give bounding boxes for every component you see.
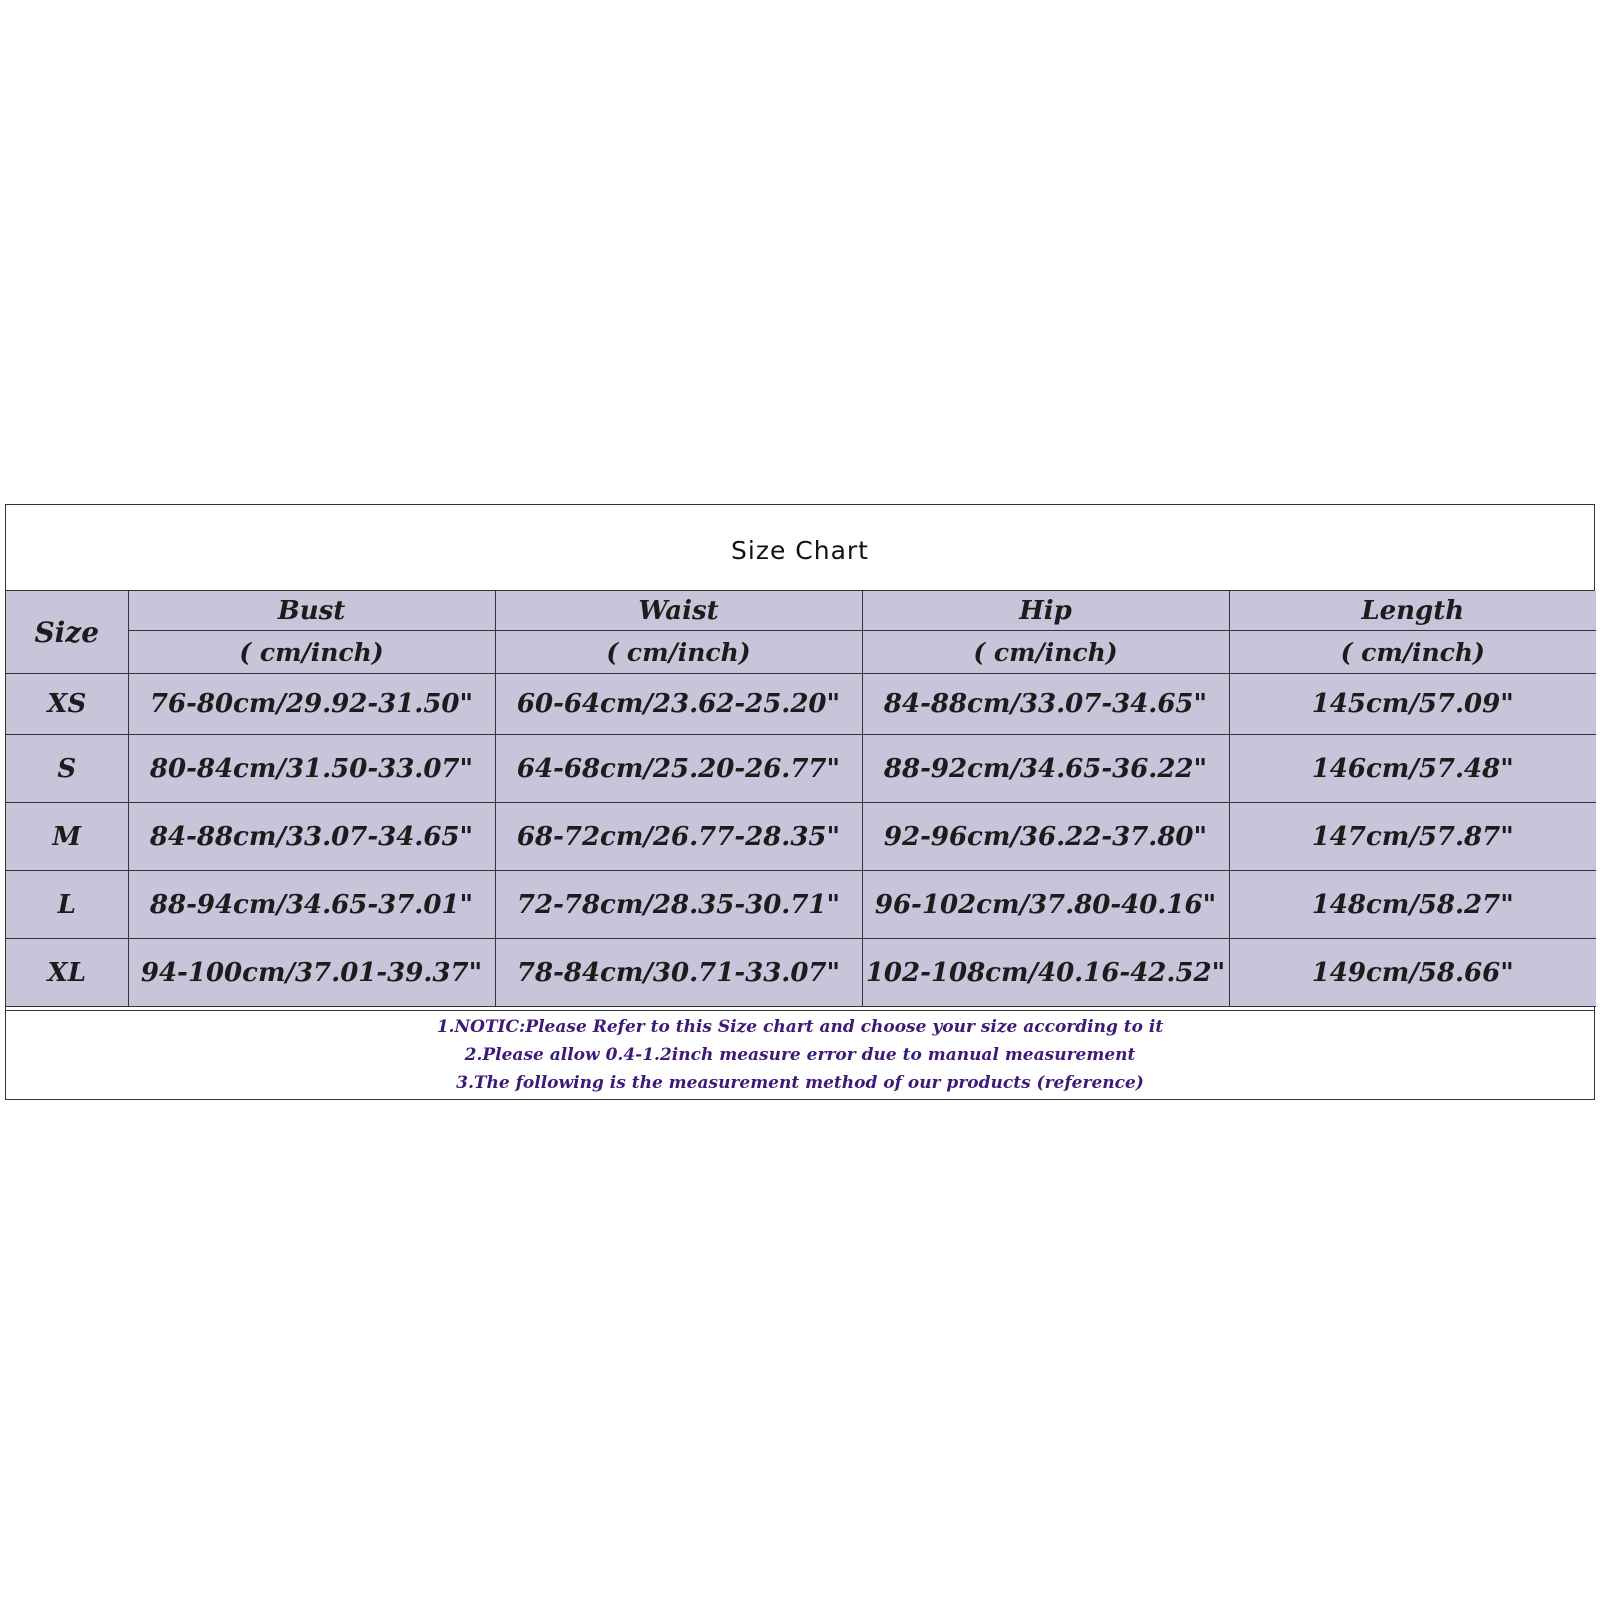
header-row-names xyxy=(6,591,1596,631)
unit-bust: ( cm/inch) xyxy=(128,631,495,674)
note-line: 1.NOTIC:Please Refer to this Size chart and choose your size according to it xyxy=(436,1017,1164,1037)
hip-cell: 88-92cm/34.65-36.22" xyxy=(862,735,1229,803)
header-bust: Bust xyxy=(128,591,495,631)
table-row xyxy=(6,871,1596,939)
bust-cell: 88-94cm/34.65-37.01" xyxy=(128,871,495,939)
size-cell: XL xyxy=(6,939,128,1007)
waist-cell: 78-84cm/30.71-33.07" xyxy=(495,939,862,1007)
header-size: Size xyxy=(6,591,128,674)
length-cell: 146cm/57.48" xyxy=(1229,735,1596,803)
length-cell: 148cm/58.27" xyxy=(1229,871,1596,939)
size-cell: XS xyxy=(6,674,128,735)
table-row xyxy=(6,939,1596,1007)
size-cell: M xyxy=(6,803,128,871)
unit-length: ( cm/inch) xyxy=(1229,631,1596,674)
note-line: 3.The following is the measurement method of our products (reference) xyxy=(456,1073,1144,1093)
size-chart-frame xyxy=(5,504,1595,1100)
header-length: Length xyxy=(1229,591,1596,631)
bust-cell: 80-84cm/31.50-33.07" xyxy=(128,735,495,803)
length-cell: 149cm/58.66" xyxy=(1229,939,1596,1007)
table-row xyxy=(6,803,1596,871)
chart-title: Size Chart xyxy=(731,536,869,565)
bust-cell: 76-80cm/29.92-31.50" xyxy=(128,674,495,735)
size-cell: S xyxy=(6,735,128,803)
hip-cell: 84-88cm/33.07-34.65" xyxy=(862,674,1229,735)
size-cell: L xyxy=(6,871,128,939)
header-row-units xyxy=(6,631,1596,674)
title-bar xyxy=(6,505,1594,591)
waist-cell: 68-72cm/26.77-28.35" xyxy=(495,803,862,871)
unit-hip: ( cm/inch) xyxy=(862,631,1229,674)
hip-cell: 92-96cm/36.22-37.80" xyxy=(862,803,1229,871)
bust-cell: 94-100cm/37.01-39.37" xyxy=(128,939,495,1007)
table-row xyxy=(6,735,1596,803)
waist-cell: 72-78cm/28.35-30.71" xyxy=(495,871,862,939)
size-table xyxy=(6,591,1596,1007)
note-line: 2.Please allow 0.4-1.2inch measure error due to manual measurement xyxy=(464,1045,1136,1065)
header-hip: Hip xyxy=(862,591,1229,631)
notes-section xyxy=(6,1010,1594,1099)
bust-cell: 84-88cm/33.07-34.65" xyxy=(128,803,495,871)
unit-waist: ( cm/inch) xyxy=(495,631,862,674)
hip-cell: 96-102cm/37.80-40.16" xyxy=(862,871,1229,939)
hip-cell: 102-108cm/40.16-42.52" xyxy=(862,939,1229,1007)
length-cell: 147cm/57.87" xyxy=(1229,803,1596,871)
table-row xyxy=(6,674,1596,735)
waist-cell: 64-68cm/25.20-26.77" xyxy=(495,735,862,803)
header-waist: Waist xyxy=(495,591,862,631)
waist-cell: 60-64cm/23.62-25.20" xyxy=(495,674,862,735)
length-cell: 145cm/57.09" xyxy=(1229,674,1596,735)
